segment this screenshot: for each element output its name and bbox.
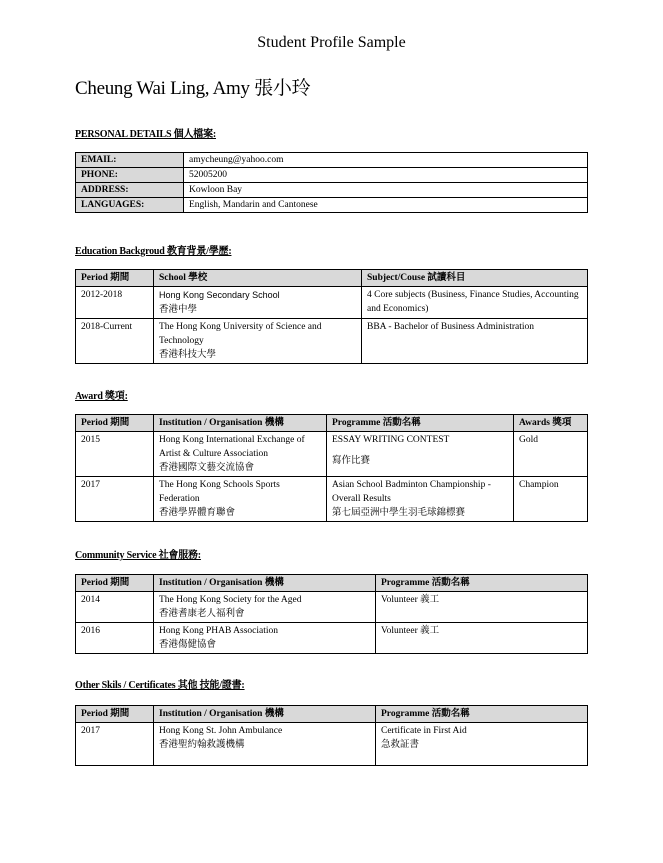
table-row [76, 168, 588, 183]
institution-name-zh: 香港耆康老人福利會 [159, 609, 245, 619]
institution-name-en: The Hong Kong Society for the Aged [159, 595, 302, 605]
programme-name-zh: 第七屆亞洲中學生羽毛球錦標賽 [332, 508, 466, 518]
programme-name-en: Certificate in First Aid [381, 726, 467, 736]
column-header: Programme 活動名稱 [376, 706, 588, 723]
column-header: Subject/Couse 試讀科目 [362, 270, 588, 287]
table-row [76, 183, 588, 198]
other-skills-table [75, 705, 588, 766]
column-header: Institution / Organisation 機構 [154, 706, 376, 723]
institution-name-en: Hong Kong PHAB Association [159, 626, 279, 636]
column-header: Period 期間 [76, 706, 154, 723]
institution-cell [154, 432, 327, 477]
email-value: amycheung@yahoo.com [184, 153, 588, 168]
period-cell: 2015 [76, 432, 154, 477]
education-heading: Education Backgroud 教育背景/學歷: [75, 246, 232, 257]
other-skills-heading: Other Skils / Certificates 其他 技能/證書: [75, 680, 245, 691]
field-label: EMAIL: [76, 153, 184, 168]
school-name-en: The Hong Kong University of Science and Technology [159, 322, 322, 346]
table-header-row [76, 575, 588, 592]
school-cell [154, 319, 362, 364]
institution-cell [154, 592, 376, 623]
programme-name-en: Asian School Badminton Championship - Overall Results [332, 480, 491, 504]
award-table [75, 414, 588, 522]
column-header: Institution / Organisation 機構 [154, 415, 327, 432]
period-cell: 2017 [76, 477, 154, 522]
programme-cell: Volunteer 義工 [376, 623, 588, 654]
programme-cell [327, 432, 514, 477]
table-header-row [76, 706, 588, 723]
institution-cell [154, 623, 376, 654]
table-row [76, 623, 588, 654]
student-name: Cheung Wai Ling, Amy 張小玲 [75, 78, 311, 99]
period-cell: 2016 [76, 623, 154, 654]
column-header: Awards 獎項 [514, 415, 588, 432]
table-row [76, 477, 588, 522]
column-header: Period 期間 [76, 270, 154, 287]
column-header: Programme 活動名稱 [327, 415, 514, 432]
institution-name-zh: 香港傷健協會 [159, 640, 217, 650]
table-row [76, 432, 588, 477]
subject-cell: BBA - Bachelor of Business Administration [362, 319, 588, 364]
address-value: Kowloon Bay [184, 183, 588, 198]
column-header: Programme 活動名稱 [376, 575, 588, 592]
school-name-zh: 香港科技大學 [159, 350, 217, 360]
period-cell: 2012-2018 [76, 287, 154, 319]
table-header-row [76, 415, 588, 432]
institution-name-en: Hong Kong St. John Ambulance [159, 726, 283, 736]
programme-name-en: ESSAY WRITING CONTEST [332, 435, 450, 445]
document-title: Student Profile Sample [257, 34, 406, 51]
column-header: Period 期間 [76, 575, 154, 592]
school-name-en: Hong Kong Secondary School [159, 290, 280, 300]
programme-cell [327, 477, 514, 522]
award-cell: Champion [514, 477, 588, 522]
column-header: School 學校 [154, 270, 362, 287]
programme-cell [376, 723, 588, 766]
table-row [76, 287, 588, 319]
column-header: Period 期間 [76, 415, 154, 432]
field-label: LANGUAGES: [76, 198, 184, 213]
table-row [76, 592, 588, 623]
award-heading: Award 獎項: [75, 391, 128, 402]
school-cell [154, 287, 362, 319]
table-row [76, 723, 588, 766]
institution-cell [154, 477, 327, 522]
personal-details-heading: PERSONAL DETAILS 個人檔案: [75, 129, 216, 140]
programme-name-zh: 寫作比賽 [332, 456, 371, 466]
table-row [76, 153, 588, 168]
institution-name-en: Hong Kong International Exchange of Artist & Culture Association [159, 435, 305, 459]
phone-value: 52005200 [184, 168, 588, 183]
field-label: PHONE: [76, 168, 184, 183]
languages-value: English, Mandarin and Cantonese [184, 198, 588, 213]
community-service-table [75, 574, 588, 654]
period-cell: 2017 [76, 723, 154, 766]
programme-name-zh: 急救証書 [381, 740, 420, 750]
education-table [75, 269, 588, 364]
institution-name-zh: 香港國際文藝交流協會 [159, 463, 255, 473]
institution-cell [154, 723, 376, 766]
institution-name-en: The Hong Kong Schools Sports Federation [159, 480, 280, 504]
table-row [76, 198, 588, 213]
community-service-heading: Community Service 社會服務: [75, 550, 201, 561]
institution-name-zh: 香港聖約翰救護機構 [159, 740, 245, 750]
personal-details-table [75, 152, 588, 213]
table-header-row [76, 270, 588, 287]
column-header: Institution / Organisation 機構 [154, 575, 376, 592]
period-cell: 2014 [76, 592, 154, 623]
programme-cell: Volunteer 義工 [376, 592, 588, 623]
award-cell: Gold [514, 432, 588, 477]
field-label: ADDRESS: [76, 183, 184, 198]
subject-cell: 4 Core subjects (Business, Finance Studies, Accounting and Economics) [362, 287, 588, 319]
institution-name-zh: 香港學界體育聯會 [159, 508, 236, 518]
period-cell: 2018-Current [76, 319, 154, 364]
table-row [76, 319, 588, 364]
school-name-zh: 香港中學 [159, 305, 198, 315]
